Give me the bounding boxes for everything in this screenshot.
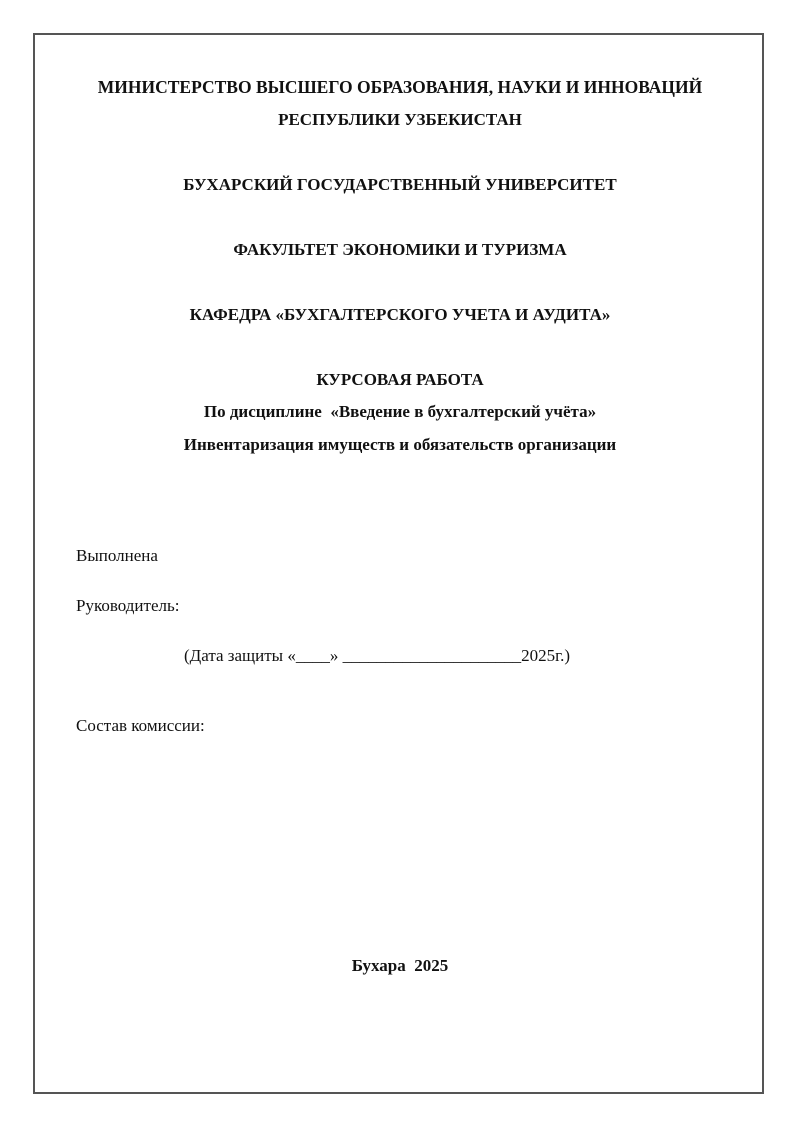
commission-label: Состав комиссии: (76, 716, 205, 735)
completed-by-label: Выполнена (76, 546, 158, 565)
faculty-name: ФАКУЛЬТЕТ ЭКОНОМИКИ И ТУРИЗМА (233, 240, 567, 259)
topic-line: Инвентаризация имуществ и обязательств организации (183, 435, 617, 454)
university-name: БУХАРСКИЙ ГОСУДАРСТВЕННЫЙ УНИВЕРСИТЕТ (183, 175, 617, 194)
work-type-title: КУРСОВАЯ РАБОТА (316, 370, 484, 389)
defense-date-line: (Дата защиты «____» _____________________2025г.) (184, 646, 571, 665)
supervisor-label: Руководитель: (76, 596, 180, 615)
ministry-title-line1: МИНИСТЕРСТВО ВЫСШЕГО ОБРАЗОВАНИЯ, НАУКИ И ИННОВАЦИЙ (97, 77, 703, 97)
department-name: КАФЕДРА «БУХГАЛТЕРСКОГО УЧЕТА И АУДИТА» (189, 305, 611, 324)
ministry-title-line2: РЕСПУБЛИКИ УЗБЕКИСТАН (278, 110, 522, 129)
city-year: Бухара 2025 (351, 956, 449, 975)
discipline-line: По дисциплине «Введение в бухгалтерский учёта» (203, 402, 597, 421)
